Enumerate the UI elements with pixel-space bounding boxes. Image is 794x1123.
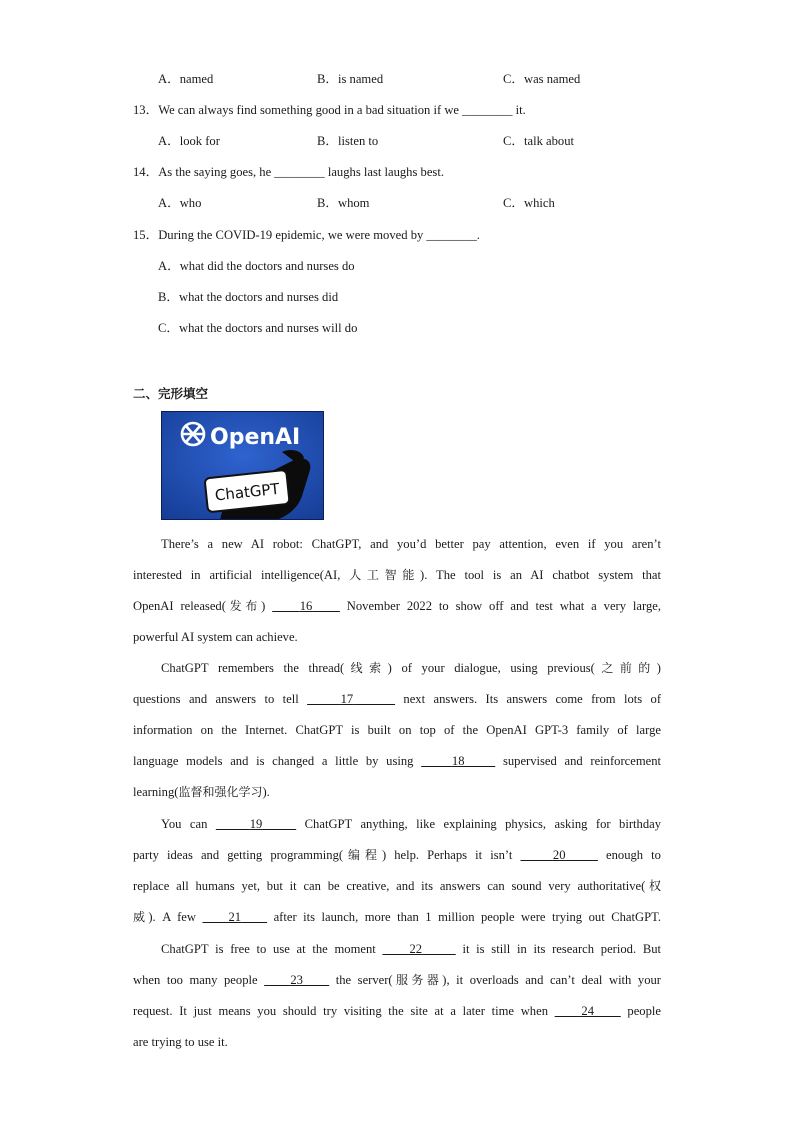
passage-paragraph-1 <box>133 529 661 653</box>
q15-option-c: C．what the doctors and nurses will do <box>158 321 358 335</box>
q12-option-a: A．named <box>158 72 214 86</box>
q12-option-c: C．was named <box>503 72 581 86</box>
paragraph-line: 威). A few 21 after its launch, more than 1 million people were trying out ChatGPT. <box>133 910 661 925</box>
paragraph-line: information on the Internet. ChatGPT is built on top of the OpenAI GPT-3 family of large <box>133 723 661 738</box>
q13-option-a: A．look for <box>158 134 220 148</box>
q12-option-b: B．is named <box>317 72 384 86</box>
passage-paragraph-2 <box>133 653 661 808</box>
passage-paragraph-4 <box>133 934 661 1058</box>
blank-24[interactable]: 24 <box>581 1004 594 1019</box>
paragraph-line: You can 19 ChatGPT anything, like explaining physics, asking for birthday <box>161 817 662 831</box>
q14-stem: 14．As the saying goes, he ________ laughs last laughs best. <box>133 165 444 179</box>
openai-logo-text: OpenAI <box>210 425 301 450</box>
paragraph-line: replace all humans yet, but it can be creative, and its answers can sound very authoritative(权 <box>133 879 661 894</box>
q13-option-c: C．talk about <box>503 134 575 148</box>
paragraph-line: when too many people 23 the server(服务器), it overloads and can’t deal with your <box>133 973 661 988</box>
blank-18[interactable]: 18 <box>451 754 465 769</box>
blank-19[interactable]: 19 <box>249 817 263 831</box>
phone-screen-text: ChatGPT <box>214 479 281 505</box>
openai-chatgpt-image <box>161 411 324 520</box>
q14-option-b: B．whom <box>317 196 370 210</box>
paragraph-line: powerful AI system can achieve. <box>133 630 298 645</box>
blank-22[interactable]: 22 <box>409 942 423 956</box>
paragraph-line: learning(监督和强化学习). <box>133 785 270 800</box>
q13-option-b: B．listen to <box>317 134 379 148</box>
paragraph-line: interested in artificial intelligence(AI, 人工智能). The tool is an AI chatbot system that <box>133 568 661 583</box>
q15-option-b: B．what the doctors and nurses did <box>158 290 339 304</box>
blank-20[interactable]: 20 <box>552 848 566 863</box>
paragraph-line: request. It just means you should try visiting the site at a later time when 24 people <box>133 1004 661 1019</box>
paragraph-line: There’s a new AI robot: ChatGPT, and you’d better pay attention, even if you aren’t <box>161 537 661 551</box>
paragraph-line: language models and is changed a little by using 18 supervised and reinforcement <box>133 754 662 769</box>
paragraph-line: OpenAI released(发布) 16 November 2022 to show off and test what a very large, <box>133 599 662 614</box>
blank-23[interactable]: 23 <box>290 973 303 988</box>
q14-option-a: A．who <box>158 196 202 210</box>
section-title: 二、完形填空 <box>133 386 209 401</box>
q15-option-a: A．what did the doctors and nurses do <box>158 259 355 273</box>
q13-stem: 13．We can always find something good in a bad situation if we ________ it. <box>133 103 526 117</box>
openai-chatgpt-illustration <box>162 412 324 520</box>
paragraph-line: questions and answers to tell 17 next answers. Its answers come from lots of <box>133 692 662 707</box>
blank-17[interactable]: 17 <box>340 692 354 707</box>
blank-21[interactable]: 21 <box>228 910 242 925</box>
paragraph-line: ChatGPT is free to use at the moment 22 it is still in its research period. But <box>161 942 662 956</box>
paragraph-line: ChatGPT remembers the thread(线索) of your dialogue, using previous(之前的) <box>161 661 661 675</box>
paragraph-line: are trying to use it. <box>133 1035 228 1050</box>
blank-16[interactable]: 16 <box>299 599 313 614</box>
q14-option-c: C．which <box>503 196 555 210</box>
paragraph-line: party ideas and getting programming(编程) help. Perhaps it isn’t 20 enough to <box>133 848 661 863</box>
q15-stem: 15．During the COVID-19 epidemic, we were moved by ________. <box>133 228 480 242</box>
passage-paragraph-3 <box>133 809 661 933</box>
